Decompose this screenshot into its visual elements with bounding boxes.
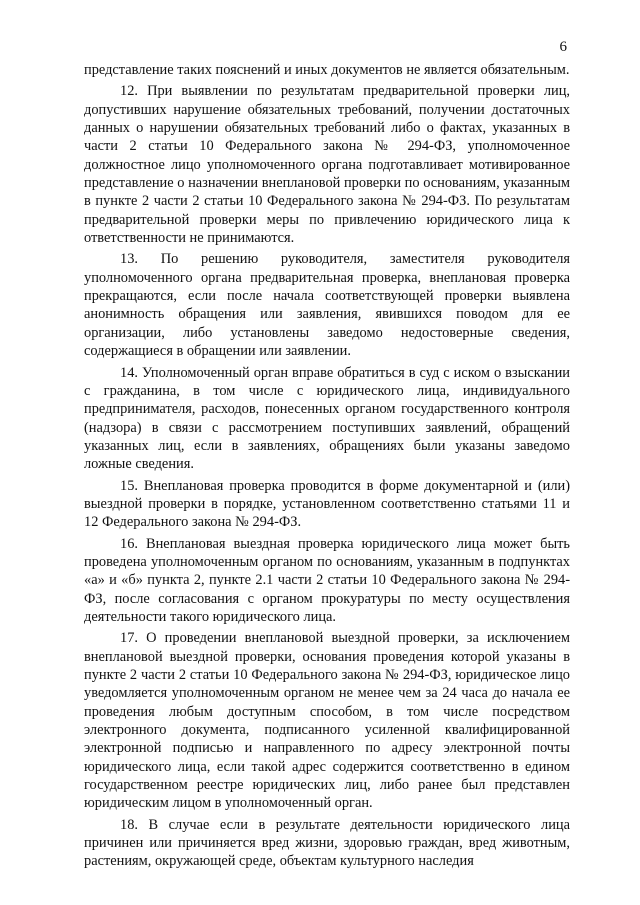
page-number: 6 <box>559 39 567 55</box>
document-body <box>84 61 570 874</box>
paragraph-item-15: 15. Внеплановая проверка проводится в форме документарной и (или) выездной проверки в порядке, установленном соответственно статьями 11 и 12 Федерального закона № 294-ФЗ. <box>84 477 570 531</box>
paragraph-item-17: 17. О проведении внеплановой выездной проверки, за исключением внеплановой выездной проверки, основания проведения которой указаны в пункте 2 части 2 статьи 10 Федерального закона № 294-ФЗ, юридическое лицо уведомляется уполномоченным органом не менее чем за 24 часа до начала ее проведения любым доступным способом, в том числе посредством электронного документа, подписанного усиленной квалифицированной электронной подписью и направленного по адресу электронной почты юридического лица, если такой адрес содержится соответственно в едином государственном реестре юридических лиц, либо ранее был представлен юридическим лицом в уполномоченный орган. <box>84 630 570 812</box>
paragraph-item-13: 13. По решению руководителя, заместителя руководителя уполномоченного органа предварительная проверка, внеплановая проверка прекращаются, если после начала соответствующей проверки выявлена анонимность обращения или заявления, явившихся поводом для ее организации, либо установлены заведомо недостоверные сведения, содержащиеся в обращении или заявлении. <box>84 251 570 360</box>
paragraph-item-12: 12. При выявлении по результатам предварительной проверки лиц, допустивших нарушение обязательных требований, получении достаточных данных о нарушении обязательных требований либо о фактах, указанных в части 2 статьи 10 Федерального закона № 294-ФЗ, уполномоченное должностное лицо уполномоченного органа подготавливает мотивированное представление о назначении внеплановой проверки по основаниям, указанным в пункте 2 части 2 статьи 10 Федерального закона № 294-ФЗ. По результатам предварительной проверки меры по привлечению юридического лица к ответственности не принимаются. <box>84 83 570 247</box>
paragraph-item-14: 14. Уполномоченный орган вправе обратиться в суд с иском о взыскании с гражданина, в том числе с юридического лица, индивидуального предпринимателя, расходов, понесенных органом государственного контроля (надзора) в связи с рассмотрением поступивших заявлений, обращений указанных лиц, если в заявлениях, обращениях были указаны заведомо ложные сведения. <box>84 364 570 473</box>
paragraph-item-16: 16. Внеплановая выездная проверка юридического лица может быть проведена уполномоченным органом по основаниям, указанным в подпунктах «а» и «б» пункта 2, пункте 2.1 части 2 статьи 10 Федерального закона № 294-ФЗ, после согласования с органом прокуратуры по месту осуществления деятельности такого юридического лица. <box>84 535 570 625</box>
paragraph-item-18: 18. В случае если в результате деятельности юридического лица причинен или причиняется вред жизни, здоровью граждан, вред животным, растениям, окружающей среде, объектам культурного наследия <box>84 816 570 870</box>
paragraph-continuation: представление таких пояснений и иных документов не является обязательным. <box>84 62 570 78</box>
